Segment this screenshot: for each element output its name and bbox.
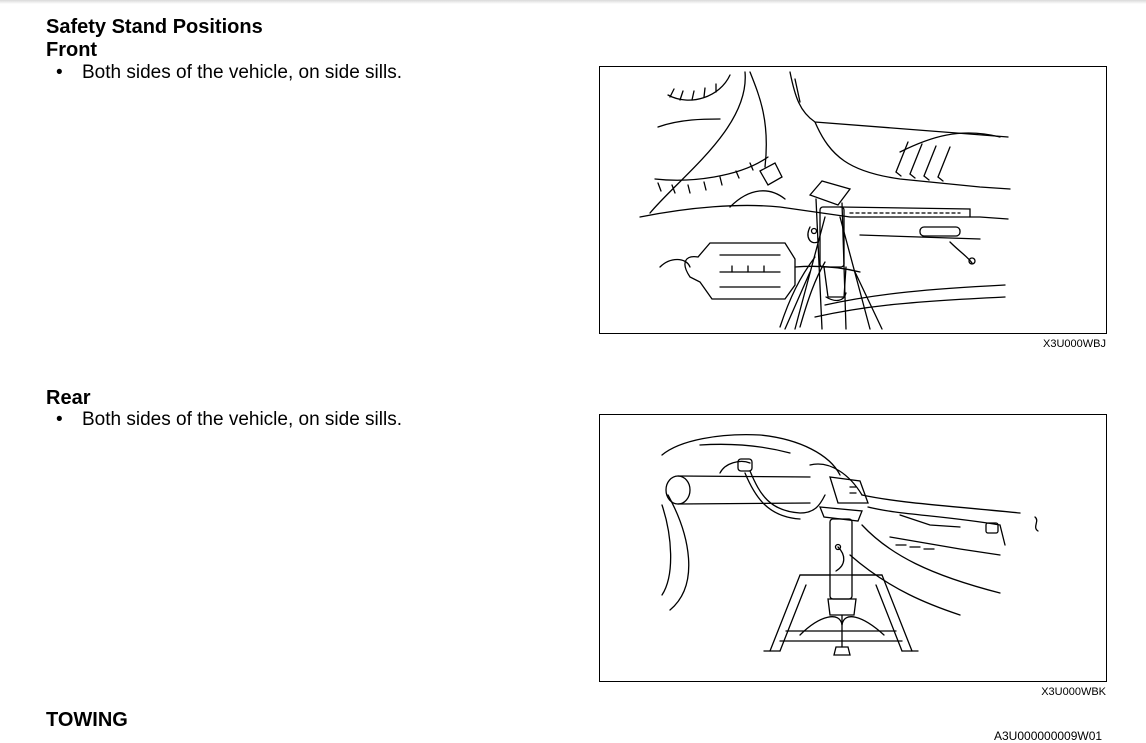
rear-bullet-item [56, 409, 402, 431]
rear-heading: Rear [46, 387, 91, 409]
front-tire-outline [650, 72, 745, 213]
rear-stand-drawing [600, 415, 1106, 681]
front-safety-stand-illustration [599, 66, 1107, 334]
front-bullet-item [56, 62, 402, 84]
front-stand-legs [795, 217, 870, 329]
front-exhaust-converter [685, 243, 795, 299]
front-heading: Front [46, 39, 98, 61]
rear-stand-legs [770, 575, 912, 651]
bullet-symbol: • [56, 409, 63, 430]
rear-side-sill [862, 525, 1000, 593]
section-title: Safety Stand Positions [46, 16, 263, 38]
rear-stand-post [830, 519, 852, 599]
front-stand-drawing [600, 67, 1106, 333]
rear-figure-code: X3U000WBK [1041, 686, 1106, 698]
rear-bullet-text: Both sides of the vehicle, on side sills. [82, 409, 403, 430]
rear-axle-end [666, 476, 690, 504]
rear-safety-stand-illustration [599, 414, 1107, 682]
front-figure-code: X3U000WBJ [1043, 338, 1106, 350]
towing-heading: TOWING [46, 709, 128, 731]
page-top-shadow [0, 0, 1146, 4]
document-id: A3U000000009W01 [994, 729, 1103, 743]
bullet-symbol: • [56, 62, 63, 83]
front-bullet-text: Both sides of the vehicle, on side sills. [82, 62, 403, 83]
